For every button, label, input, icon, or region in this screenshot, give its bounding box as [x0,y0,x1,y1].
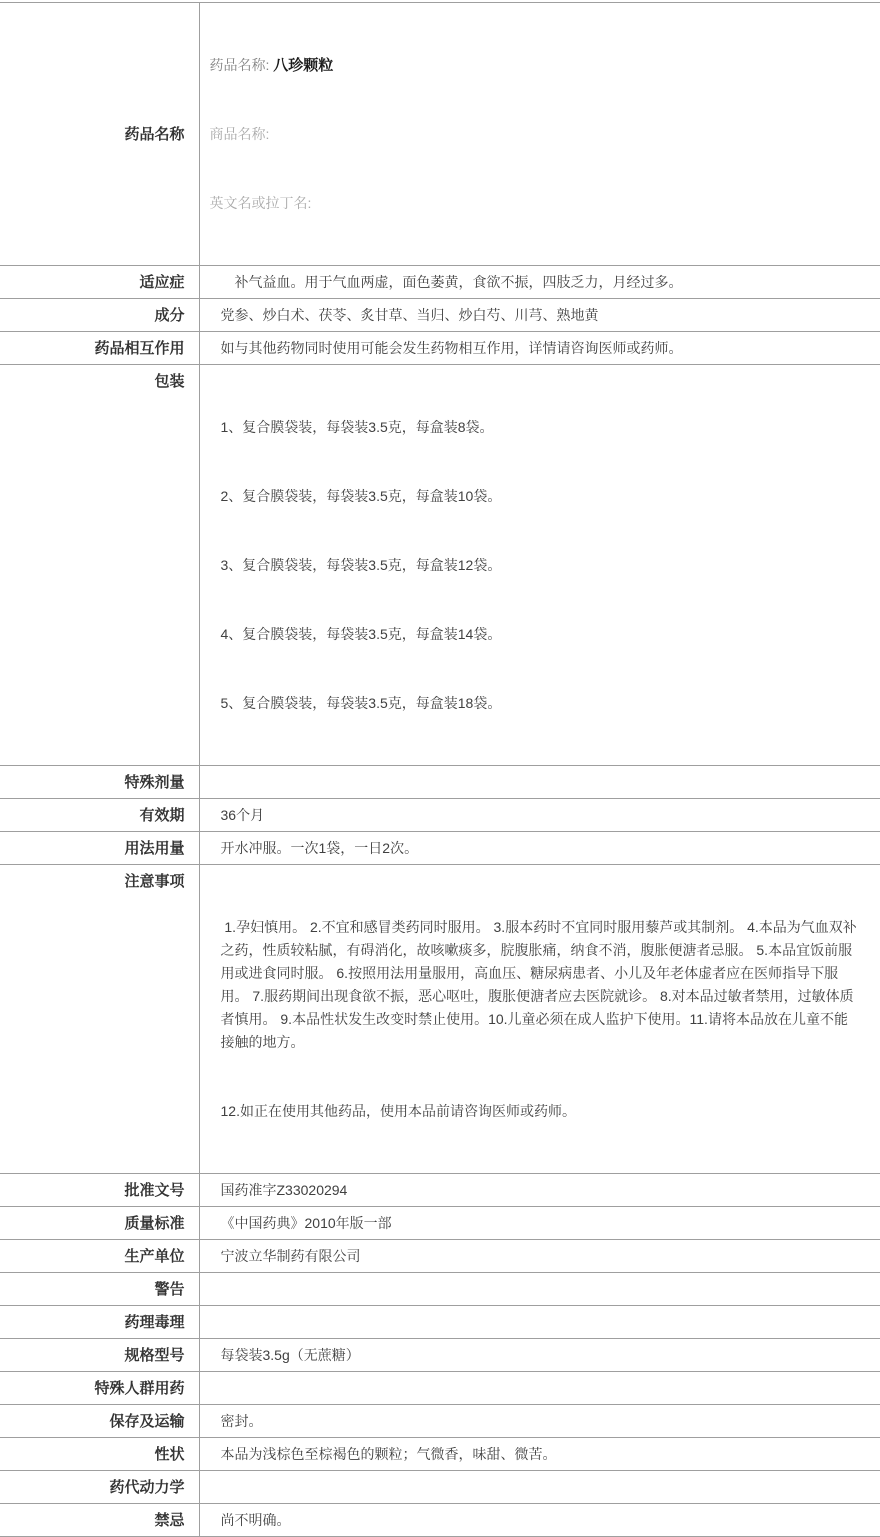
row-value-usage-dosage: 开水冲服。一次1袋，一日2次。 [220,840,419,856]
row-label-special-population: 特殊人群用药 [0,1372,199,1405]
row-precautions [0,865,880,1174]
packaging-line: 1、复合膜袋装，每袋装3.5克，每盒装8袋。 [220,419,494,435]
packaging-line: 5、复合膜袋装，每袋装3.5克，每盒装18袋。 [220,695,502,711]
row-value-manufacturer: 宁波立华制药有限公司 [220,1248,361,1264]
row-special-dosage [0,766,880,799]
packaging-line: 4、复合膜袋装，每袋装3.5克，每盒装14袋。 [220,626,502,642]
row-label-storage-transport: 保存及运输 [0,1405,199,1438]
row-label-contraindications: 禁忌 [0,1504,199,1537]
row-value-specification: 每袋装3.5g（无蔗糖） [220,1347,360,1363]
row-packaging [0,365,880,766]
row-approval-number [0,1174,880,1207]
row-label-drug-name: 药品名称 [0,3,199,266]
row-value-pharmacokinetics [199,1471,880,1504]
row-label-pharmacokinetics: 药代动力学 [0,1471,199,1504]
row-label-specification: 规格型号 [0,1339,199,1372]
row-value-approval-number: 国药准字Z33020294 [220,1182,348,1198]
row-label-ingredients: 成分 [0,299,199,332]
row-value-indications: 补气益血。用于气血两虚，面色萎黄，食欲不振，四肢乏力，月经过多。 [220,274,683,290]
precautions-paragraph: 1.孕妇慎用。 2.不宜和感冒类药同时服用。 3.服本药时不宜同时服用藜芦或其制剂。 4.本品为气血双补之药，性质较粘腻，有碍消化，故咳嗽痰多，脘腹胀痛，纳食不消，腹胀便溏者忌服。 5.本品宜饭前服用或进食同时服。 6.按照用法用量服用，高血压、糖尿病患者、小儿及年老体虚者应在医师指导下服用。 7.服药期间出现食欲不振，恶心呕吐，腹胀便溏者应去医院就诊。 8.对本品过敏者禁用，过敏体质者慎用。 9.本品性状发生改变时禁止使用。10.儿童必须在成人监护下使用。11.请将本品放在儿童不能接触的地方。 [220,919,857,1050]
row-value-drug-name [199,3,880,266]
row-value-special-population [199,1372,880,1405]
row-label-approval-number: 批准文号 [0,1174,199,1207]
row-label-manufacturer: 生产单位 [0,1240,199,1273]
row-label-warning: 警告 [0,1273,199,1306]
drug-name-line [210,54,861,77]
row-ingredients [0,299,880,332]
row-label-shelf-life: 有效期 [0,799,199,832]
row-label-quality-standard: 质量标准 [0,1207,199,1240]
row-label-drug-interactions: 药品相互作用 [0,332,199,365]
row-value-precautions [199,865,880,1174]
row-value-packaging [199,365,880,766]
row-label-precautions: 注意事项 [0,865,199,1174]
row-value-special-dosage [199,766,880,799]
drug-name-value: 八珍颗粒 [273,57,334,74]
row-storage-transport [0,1405,880,1438]
row-value-appearance: 本品为浅棕色至棕褐色的颗粒；气微香，味甜、微苦。 [220,1446,557,1462]
trade-name-line: 商品名称: [209,126,270,142]
row-label-indications: 适应症 [0,266,199,299]
packaging-line: 2、复合膜袋装，每袋装3.5克，每盒装10袋。 [220,488,502,504]
row-label-packaging: 包装 [0,365,199,766]
row-value-pharmacology-toxicology [199,1306,880,1339]
row-value-drug-interactions: 如与其他药物同时使用可能会发生药物相互作用，详情请咨询医师或药师。 [220,340,683,356]
row-manufacturer [0,1240,880,1273]
precautions-paragraph: 12.如正在使用其他药品，使用本品前请咨询医师或药师。 [220,1103,576,1119]
drug-info-table [0,2,880,1537]
row-indications [0,266,880,299]
row-shelf-life [0,799,880,832]
row-drug-name [0,3,880,266]
row-pharmacology-toxicology [0,1306,880,1339]
row-value-contraindications: 尚不明确。 [220,1512,291,1528]
latin-name-line: 英文名或拉丁名: [209,195,312,211]
row-quality-standard [0,1207,880,1240]
row-value-storage-transport: 密封。 [220,1413,263,1429]
row-special-population [0,1372,880,1405]
packaging-line: 3、复合膜袋装，每袋装3.5克，每盒装12袋。 [220,557,502,573]
row-value-warning [199,1273,880,1306]
row-label-usage-dosage: 用法用量 [0,832,199,865]
row-contraindications [0,1504,880,1537]
row-label-appearance: 性状 [0,1438,199,1471]
drug-name-prefix: 药品名称: [209,57,274,73]
row-appearance [0,1438,880,1471]
row-value-shelf-life: 36个月 [220,807,265,823]
row-drug-interactions [0,332,880,365]
row-value-ingredients: 党参、炒白术、茯苓、炙甘草、当归、炒白芍、川芎、熟地黄 [220,307,599,323]
row-value-quality-standard: 《中国药典》2010年版一部 [220,1215,392,1231]
row-warning [0,1273,880,1306]
row-label-special-dosage: 特殊剂量 [0,766,199,799]
row-usage-dosage [0,832,880,865]
page [0,2,880,1529]
row-label-pharmacology-toxicology: 药理毒理 [0,1306,199,1339]
row-specification [0,1339,880,1372]
row-pharmacokinetics [0,1471,880,1504]
